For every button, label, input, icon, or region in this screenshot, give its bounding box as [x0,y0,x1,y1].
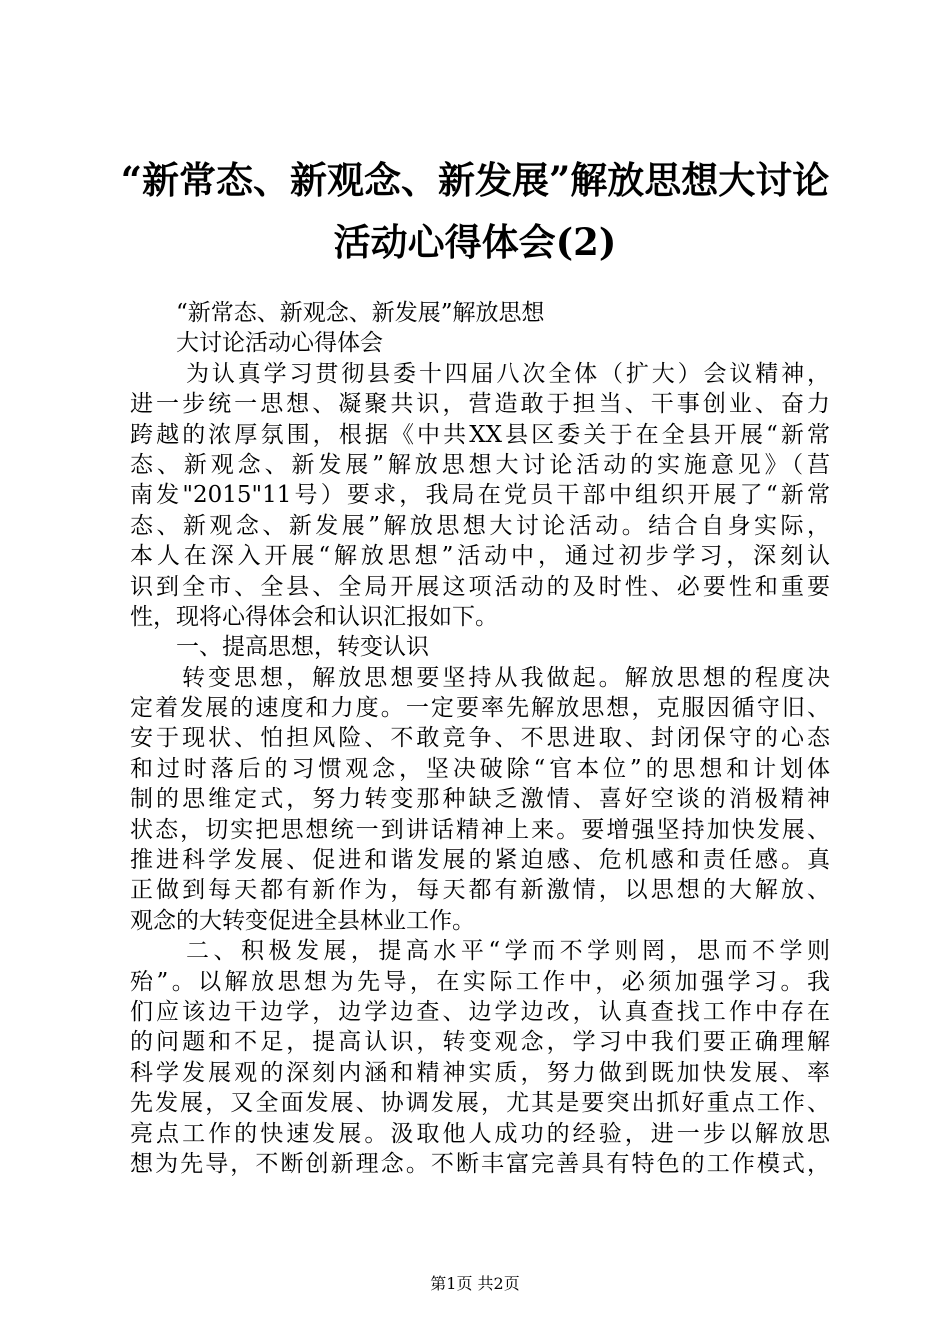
paragraph-line: 推进科学发展、促进和谐发展的紧迫感、危机感和责任感。真 [130,847,830,874]
paragraph-3 [130,936,830,1179]
paragraph-line: 二、积极发展，提高水平“学而不学则罔，思而不学则 [186,938,830,965]
paragraph-line: 为认真学习贯彻县委十四届八次全体（扩大）会议精神， [186,360,830,387]
paragraph-line: 的问题和不足，提高认识，转变观念，学习中我们要正确理解 [130,1029,830,1056]
document-title-line-2: 活动心得体会(2) [333,220,617,264]
paragraph-line: 定着发展的速度和力度。一定要率先解放思想，克服因循守旧、 [130,695,830,722]
paragraph-line: 想为先导，不断创新理念。不断丰富完善具有特色的工作模式， [130,1150,830,1177]
paragraph-line: 跨越的浓厚氛围，根据《中共XX县区委关于在全县开展“新常 [130,421,830,448]
paragraph-line: 科学发展观的深刻内涵和精神实质，努力做到既加快发展、率 [130,1059,830,1086]
subtitle-line-1: “新常态、新观念、新发展”解放思想 [176,300,545,326]
paragraph-line: 和过时落后的习惯观念，坚决破除“官本位”的思想和计划体 [130,755,830,782]
paragraph-line: 性，现将心得体会和认识汇报如下。 [130,603,498,630]
document-body [130,298,830,1179]
paragraph-line: 殆”。以解放思想为先导，在实际工作中，必须加强学习。我 [130,968,830,995]
page-footer: 第1页 共2页 [430,1274,520,1293]
paragraph-line: 们应该边干边学，边学边查、边学边改，认真查找工作中存在 [130,998,830,1025]
paragraph-line: 南发"2015"11号）要求，我局在党员干部中组织开展了“新常 [130,482,830,509]
section-heading-1: 一、提高思想，转变认识 [176,634,429,661]
document-title-line-1: “新常态、新观念、新发展”解放思想大讨论 [120,158,830,202]
paragraph-line: 亮点工作的快速发展。汲取他人成功的经验，进一步以解放思 [130,1120,830,1147]
paragraph-line: 进一步统一思想、凝聚共识，营造敢于担当、干事创业、奋力 [130,391,830,418]
paragraph-line: 转变思想，解放思想要坚持从我做起。解放思想的程度决 [182,664,830,691]
paragraph-line: 观念的大转变促进全县林业工作。 [130,907,475,934]
paragraph-1 [130,359,830,633]
paragraph-line: 态、新观念、新发展”解放思想大讨论活动。结合自身实际， [130,512,830,539]
paragraph-line: 识到全市、全县、全局开展这项活动的及时性、必要性和重要 [130,573,830,600]
paragraph-line: 安于现状、怕担风险、不敢竞争、不思进取、封闭保守的心态 [130,725,830,752]
paragraph-line: 制的思维定式，努力转变那种缺乏激情、喜好空谈的消极精神 [130,786,830,813]
paragraph-line: 态、新观念、新发展”解放思想大讨论活动的实施意见》（莒 [130,451,830,478]
paragraph-line: 正做到每天都有新作为，每天都有新激情，以思想的大解放、 [130,877,830,904]
paragraph-line: 本人在深入开展“解放思想”活动中，通过初步学习，深刻认 [130,543,830,570]
subtitle-line-2: 大讨论活动心得体会 [176,330,383,357]
paragraph-line: 先发展，又全面发展、协调发展，尤其是要突出抓好重点工作、 [130,1090,830,1117]
paragraph-2 [130,663,830,937]
paragraph-line: 状态，切实把思想统一到讲话精神上来。要增强坚持加快发展、 [130,816,830,843]
